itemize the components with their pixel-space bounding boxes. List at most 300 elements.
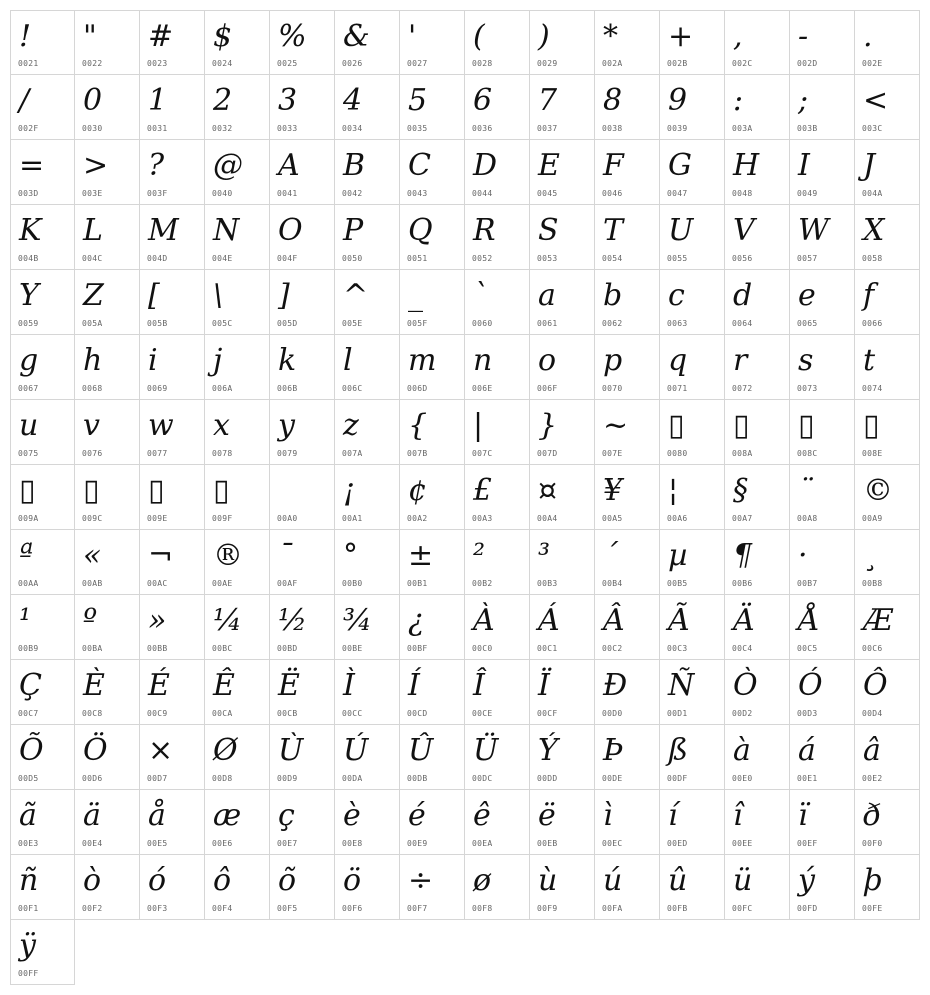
glyph-char: s (798, 343, 814, 378)
glyph-char: < (863, 83, 889, 118)
glyph-cell (10, 855, 75, 920)
glyph-codepoint: 00D3 (797, 709, 818, 718)
glyph-cell (205, 400, 270, 465)
glyph-codepoint: 00C6 (862, 644, 883, 653)
glyph-cell (465, 10, 530, 75)
glyph-char: ö (343, 863, 362, 898)
glyph-char: ø (473, 863, 492, 898)
glyph-cell (465, 465, 530, 530)
glyph-char: å (148, 798, 166, 833)
glyph-char: ò (83, 863, 102, 898)
glyph-cell (855, 400, 920, 465)
glyph-cell (400, 400, 465, 465)
glyph-char: õ (278, 863, 297, 898)
glyph-char: $ (213, 19, 233, 54)
glyph-codepoint: 00B2 (472, 579, 493, 588)
glyph-codepoint: 0022 (82, 59, 103, 68)
glyph-cell (205, 725, 270, 790)
glyph-codepoint: 00E3 (18, 839, 39, 848)
glyph-codepoint: 00D1 (667, 709, 688, 718)
glyph-char: Ï (538, 668, 550, 703)
glyph-codepoint: 0066 (862, 319, 883, 328)
glyph-char: d (733, 278, 753, 313)
glyph-codepoint: 002F (18, 124, 39, 133)
glyph-cell (75, 660, 140, 725)
glyph-char: H (733, 148, 760, 183)
glyph-char: B (343, 148, 366, 183)
glyph-cell (725, 75, 790, 140)
glyph-char: ! (19, 19, 32, 54)
glyph-codepoint: 00C0 (472, 644, 493, 653)
glyph-char: ´ (603, 538, 618, 573)
glyph-codepoint: 00C3 (667, 644, 688, 653)
glyph-char: Ø (213, 733, 238, 768)
glyph-codepoint: 009A (18, 514, 39, 523)
glyph-cell (790, 465, 855, 530)
glyph-cell (270, 465, 335, 530)
glyph-cell (205, 465, 270, 530)
glyph-codepoint: 0057 (797, 254, 818, 263)
glyph-char: û (668, 863, 688, 898)
glyph-codepoint: 0060 (472, 319, 493, 328)
glyph-char: Þ (603, 733, 624, 768)
glyph-char: * (603, 19, 618, 54)
glyph-char: - (798, 19, 809, 54)
glyph-cell (790, 855, 855, 920)
glyph-cell (725, 270, 790, 335)
glyph-codepoint: 0069 (147, 384, 168, 393)
glyph-char: í (668, 798, 678, 833)
glyph-cell (465, 660, 530, 725)
glyph-codepoint: 0044 (472, 189, 493, 198)
glyph-cell (10, 660, 75, 725)
glyph-char: Ó (798, 668, 823, 703)
glyph-codepoint: 006E (472, 384, 493, 393)
glyph-codepoint: 00BF (407, 644, 428, 653)
glyph-codepoint: 00F6 (342, 904, 363, 913)
glyph-codepoint: 0049 (797, 189, 818, 198)
glyph-codepoint: 00CF (537, 709, 558, 718)
glyph-codepoint: 0051 (407, 254, 428, 263)
glyph-cell (335, 140, 400, 205)
glyph-char: ( (473, 19, 485, 54)
glyph-char: a (538, 278, 556, 313)
glyph-char: K (19, 213, 42, 248)
glyph-char: = (19, 148, 45, 183)
glyph-cell (270, 205, 335, 270)
glyph-char: j (213, 343, 223, 378)
glyph-cell (75, 335, 140, 400)
glyph-cell (790, 725, 855, 790)
glyph-char: 1 (148, 83, 168, 118)
glyph-cell (790, 140, 855, 205)
glyph-cell (400, 725, 465, 790)
glyph-cell (75, 205, 140, 270)
glyph-char: ® (213, 538, 243, 573)
glyph-codepoint: 00CB (277, 709, 298, 718)
glyph-cell (595, 595, 660, 660)
glyph-codepoint: 00EF (797, 839, 818, 848)
glyph-codepoint: 00D2 (732, 709, 753, 718)
glyph-cell (530, 725, 595, 790)
glyph-char: ¢ (408, 473, 428, 508)
glyph-codepoint: 0058 (862, 254, 883, 263)
glyph-char: é (408, 798, 426, 833)
glyph-codepoint: 007E (602, 449, 623, 458)
glyph-cell (855, 140, 920, 205)
glyph-cell (855, 790, 920, 855)
glyph-cell (270, 140, 335, 205)
glyph-char: k (278, 343, 297, 378)
glyph-cell (595, 270, 660, 335)
glyph-cell (855, 855, 920, 920)
glyph-cell (855, 660, 920, 725)
glyph-char: Á (538, 603, 560, 638)
glyph-char: ä (83, 798, 101, 833)
glyph-cell (400, 10, 465, 75)
glyph-codepoint: 002A (602, 59, 623, 68)
glyph-char: § (733, 473, 748, 508)
glyph-cell (725, 10, 790, 75)
glyph-cell (335, 725, 400, 790)
glyph-codepoint: 0045 (537, 189, 558, 198)
glyph-cell (400, 790, 465, 855)
glyph-codepoint: 00FE (862, 904, 883, 913)
glyph-cell (270, 595, 335, 660)
glyph-char: ; (798, 83, 809, 118)
glyph-char: u (19, 408, 39, 443)
glyph-cell (205, 10, 270, 75)
glyph-codepoint: 00F0 (862, 839, 883, 848)
glyph-char: c (668, 278, 685, 313)
glyph-cell (790, 205, 855, 270)
glyph-cell (270, 400, 335, 465)
glyph-cell (465, 205, 530, 270)
glyph-char: Ë (278, 668, 300, 703)
glyph-cell (270, 725, 335, 790)
glyph-codepoint: 0056 (732, 254, 753, 263)
glyph-cell (205, 75, 270, 140)
glyph-codepoint: 004A (862, 189, 883, 198)
glyph-cell (140, 270, 205, 335)
glyph-char: b (603, 278, 623, 313)
glyph-char: 4 (343, 83, 363, 118)
glyph-codepoint: 004F (277, 254, 298, 263)
glyph-char: ¸ (863, 538, 878, 573)
glyph-codepoint: 0071 (667, 384, 688, 393)
glyph-cell (270, 10, 335, 75)
glyph-cell (400, 75, 465, 140)
glyph-char: / (19, 83, 30, 118)
glyph-cell (660, 205, 725, 270)
glyph-char: © (863, 473, 893, 508)
glyph-char: ¤ (538, 473, 558, 508)
glyph-codepoint: 0026 (342, 59, 363, 68)
glyph-char: n (473, 343, 493, 378)
glyph-char: ] (278, 278, 290, 313)
glyph-cell (270, 270, 335, 335)
glyph-cell (660, 10, 725, 75)
glyph-char: ¼ (213, 603, 243, 638)
glyph-char: ¨ (798, 473, 813, 508)
glyph-cell (660, 400, 725, 465)
glyph-cell (335, 530, 400, 595)
glyph-cell (855, 205, 920, 270)
glyph-char: Ì (343, 668, 355, 703)
glyph-cell (140, 205, 205, 270)
glyph-codepoint: 00B6 (732, 579, 753, 588)
glyph-char: E (538, 148, 560, 183)
glyph-char: ▯ (19, 473, 36, 508)
glyph-char: Ñ (668, 668, 695, 703)
glyph-codepoint: 006D (407, 384, 428, 393)
glyph-codepoint: 00A6 (667, 514, 688, 523)
glyph-codepoint: 00FC (732, 904, 753, 913)
glyph-codepoint: 00DD (537, 774, 558, 783)
glyph-char: f (863, 278, 875, 313)
glyph-codepoint: 00B1 (407, 579, 428, 588)
glyph-char: µ (668, 538, 688, 573)
glyph-cell (725, 595, 790, 660)
glyph-char (278, 471, 288, 511)
glyph-char: Ý (538, 733, 558, 768)
glyph-char: ¹ (19, 603, 32, 638)
glyph-codepoint: 009F (212, 514, 233, 523)
glyph-codepoint: 00B0 (342, 579, 363, 588)
glyph-codepoint: 00CC (342, 709, 363, 718)
glyph-char: L (83, 213, 103, 248)
glyph-cell (660, 660, 725, 725)
glyph-codepoint: 0031 (147, 124, 168, 133)
glyph-cell (400, 465, 465, 530)
glyph-cell (660, 790, 725, 855)
glyph-char: 9 (668, 83, 688, 118)
glyph-char: ~ (603, 408, 629, 443)
glyph-char: â (863, 733, 881, 768)
glyph-char: ^ (343, 278, 369, 313)
glyph-codepoint: 006F (537, 384, 558, 393)
glyph-codepoint: 00AF (277, 579, 298, 588)
glyph-cell (75, 595, 140, 660)
glyph-cell (595, 855, 660, 920)
glyph-char: Ô (863, 668, 888, 703)
glyph-char: 0 (83, 83, 103, 118)
glyph-codepoint: 00E2 (862, 774, 883, 783)
glyph-cell (400, 660, 465, 725)
glyph-codepoint: 00B3 (537, 579, 558, 588)
glyph-cell (660, 140, 725, 205)
glyph-cell (790, 335, 855, 400)
glyph-codepoint: 00BD (277, 644, 298, 653)
glyph-cell (10, 595, 75, 660)
glyph-codepoint: 003B (797, 124, 818, 133)
glyph-cell (205, 660, 270, 725)
glyph-cell (855, 530, 920, 595)
glyph-char: ² (473, 538, 486, 573)
glyph-codepoint: 0055 (667, 254, 688, 263)
glyph-char: × (148, 733, 174, 768)
glyph-cell (400, 270, 465, 335)
glyph-char: T (603, 213, 624, 248)
glyph-cell (335, 335, 400, 400)
glyph-cell (660, 270, 725, 335)
glyph-cell (725, 465, 790, 530)
glyph-codepoint: 005E (342, 319, 363, 328)
glyph-char: # (148, 19, 174, 54)
glyph-char: Â (603, 603, 625, 638)
glyph-char: l (343, 343, 353, 378)
glyph-codepoint: 008A (732, 449, 753, 458)
glyph-char: · (798, 538, 808, 573)
glyph-char: r (733, 343, 748, 378)
glyph-char: | (473, 408, 484, 443)
glyph-cell (660, 855, 725, 920)
glyph-cell (660, 335, 725, 400)
glyph-codepoint: 00B7 (797, 579, 818, 588)
glyph-cell (205, 855, 270, 920)
glyph-codepoint: 00F8 (472, 904, 493, 913)
glyph-cell (270, 790, 335, 855)
glyph-cell (725, 725, 790, 790)
glyph-cell (10, 140, 75, 205)
glyph-char: h (83, 343, 103, 378)
glyph-codepoint: 005A (82, 319, 103, 328)
glyph-codepoint: 00C8 (82, 709, 103, 718)
glyph-codepoint: 008E (862, 449, 883, 458)
glyph-codepoint: 00FB (667, 904, 688, 913)
glyph-cell (335, 205, 400, 270)
glyph-codepoint: 0079 (277, 449, 298, 458)
glyph-cell (595, 530, 660, 595)
glyph-cell (140, 140, 205, 205)
glyph-char: É (148, 668, 170, 703)
glyph-cell (465, 530, 530, 595)
glyph-codepoint: 00F1 (18, 904, 39, 913)
glyph-char: X (863, 213, 885, 248)
glyph-codepoint: 006C (342, 384, 363, 393)
glyph-cell (465, 400, 530, 465)
glyph-char: V (733, 213, 755, 248)
glyph-char: R (473, 213, 496, 248)
glyph-char: À (473, 603, 495, 638)
glyph-char: C (408, 148, 431, 183)
glyph-codepoint: 0025 (277, 59, 298, 68)
glyph-char: ê (473, 798, 491, 833)
glyph-char: F (603, 148, 624, 183)
glyph-char: Ü (473, 733, 499, 768)
glyph-codepoint: 00CE (472, 709, 493, 718)
glyph-cell (75, 400, 140, 465)
glyph-cell (10, 465, 75, 530)
glyph-char: U (668, 213, 694, 248)
glyph-char: Y (19, 278, 39, 313)
glyph-codepoint: 00D0 (602, 709, 623, 718)
glyph-codepoint: 00E0 (732, 774, 753, 783)
glyph-codepoint: 002C (732, 59, 753, 68)
glyph-cell (595, 660, 660, 725)
glyph-codepoint: 002E (862, 59, 883, 68)
glyph-char: @ (213, 148, 243, 183)
glyph-codepoint: 00A1 (342, 514, 363, 523)
glyph-char: ¶ (733, 538, 753, 573)
glyph-codepoint: 0075 (18, 449, 39, 458)
glyph-codepoint: 00F2 (82, 904, 103, 913)
glyph-codepoint: 00DB (407, 774, 428, 783)
glyph-char: " (83, 19, 97, 54)
glyph-char: ¥ (603, 473, 623, 508)
glyph-cell (10, 530, 75, 595)
glyph-char: º (83, 603, 98, 638)
glyph-codepoint: 0037 (537, 124, 558, 133)
glyph-codepoint: 0042 (342, 189, 363, 198)
glyph-cell (465, 595, 530, 660)
glyph-char: : (733, 83, 744, 118)
glyph-cell (790, 790, 855, 855)
glyph-codepoint: 00D7 (147, 774, 168, 783)
glyph-char: P (343, 213, 364, 248)
glyph-cell (205, 270, 270, 335)
glyph-cell (725, 140, 790, 205)
glyph-cell (75, 10, 140, 75)
glyph-cell (270, 855, 335, 920)
glyph-char: ý (798, 863, 815, 898)
glyph-cell (270, 530, 335, 595)
glyph-codepoint: 0077 (147, 449, 168, 458)
glyph-codepoint: 0036 (472, 124, 493, 133)
glyph-char: G (668, 148, 692, 183)
glyph-codepoint: 005B (147, 319, 168, 328)
glyph-codepoint: 0063 (667, 319, 688, 328)
glyph-cell (530, 660, 595, 725)
glyph-char: ¦ (668, 473, 679, 508)
glyph-char: Ð (603, 668, 628, 703)
glyph-char: Ö (83, 733, 108, 768)
glyph-cell (75, 140, 140, 205)
glyph-char: ã (19, 798, 37, 833)
glyph-cell (335, 75, 400, 140)
glyph-codepoint: 00C5 (797, 644, 818, 653)
glyph-cell (660, 595, 725, 660)
glyph-char: t (863, 343, 876, 378)
glyph-cell (335, 660, 400, 725)
glyph-cell (790, 660, 855, 725)
glyph-codepoint: 00DA (342, 774, 363, 783)
glyph-cell (465, 140, 530, 205)
glyph-codepoint: 0059 (18, 319, 39, 328)
glyph-codepoint: 00D6 (82, 774, 103, 783)
glyph-codepoint: 0038 (602, 124, 623, 133)
glyph-codepoint: 00FD (797, 904, 818, 913)
glyph-char: È (83, 668, 105, 703)
glyph-char: Q (408, 213, 433, 248)
glyph-codepoint: 0030 (82, 124, 103, 133)
glyph-codepoint: 0061 (537, 319, 558, 328)
glyph-char: ù (538, 863, 558, 898)
glyph-char: } (538, 408, 558, 443)
glyph-codepoint: 00C1 (537, 644, 558, 653)
glyph-char: á (798, 733, 816, 768)
glyph-char: A (278, 148, 300, 183)
glyph-char: 5 (408, 83, 428, 118)
glyph-char: ▯ (798, 408, 815, 443)
glyph-codepoint: 00BB (147, 644, 168, 653)
glyph-char: Æ (863, 603, 894, 638)
glyph-char: ¿ (408, 603, 425, 638)
glyph-grid (10, 10, 920, 985)
glyph-codepoint: 00CD (407, 709, 428, 718)
glyph-char: Ä (733, 603, 755, 638)
glyph-char: , (733, 19, 743, 54)
